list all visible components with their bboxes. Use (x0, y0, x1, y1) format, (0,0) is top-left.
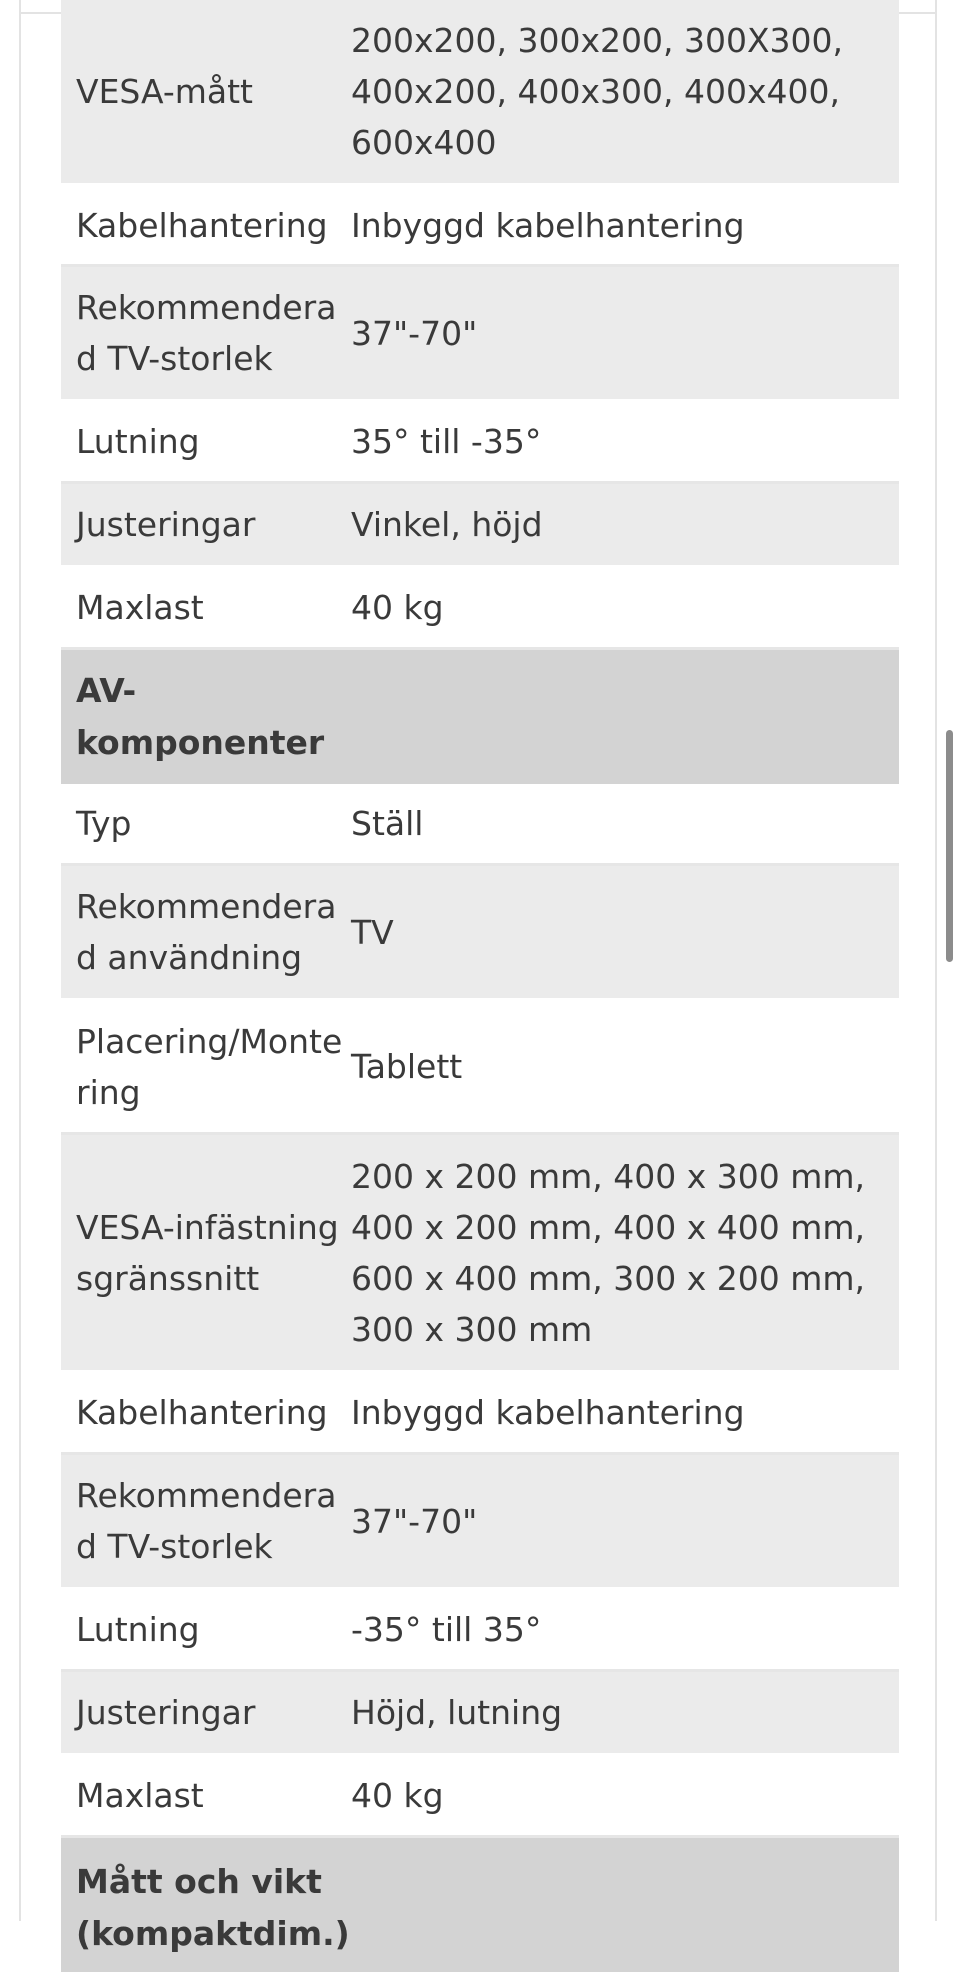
section-header-matt-och-vikt (61, 1838, 899, 1972)
spec-label: Lutning (76, 422, 200, 461)
spec-row-lutning (61, 402, 899, 484)
spec-label: Justeringar (76, 505, 256, 544)
spec-value: Inbyggd kabelhantering (351, 205, 745, 245)
spec-label: Rekommenderad användning (76, 887, 337, 977)
spec-row-lutning-2 (61, 1590, 899, 1672)
spec-label: Kabelhantering (76, 205, 328, 245)
spec-row-kabelhantering-2 (61, 1373, 899, 1455)
spec-label: Lutning (76, 1610, 200, 1649)
spec-label: Rekommenderad TV-storlek (76, 288, 337, 378)
spec-value: 35° till -35° (351, 422, 542, 461)
spec-row-maxlast (61, 568, 899, 650)
spec-value: 37"-70" (351, 313, 478, 353)
scrollbar-thumb[interactable] (946, 730, 953, 962)
spec-value: 40 kg (351, 1776, 444, 1815)
spec-row-vesa-matt (61, 0, 899, 186)
spec-row-placering-montering (61, 1001, 899, 1135)
spec-row-rekommenderad-tv-storlek (61, 267, 899, 402)
spec-value: -35° till 35° (351, 1610, 542, 1649)
spec-label: Rekommenderad TV-storlek (76, 1476, 337, 1566)
spec-row-justeringar (61, 484, 899, 568)
spec-label: Justeringar (76, 1693, 256, 1732)
spec-value: Ställ (351, 804, 424, 843)
spec-value: Tablett (351, 1047, 463, 1086)
spec-row-typ (61, 784, 899, 866)
spec-row-rekommenderad-tv-storlek-2 (61, 1455, 899, 1590)
section-title: AV-komponenter (76, 671, 325, 762)
spec-label: Placering/Montering (76, 1021, 343, 1112)
spec-row-justeringar-2 (61, 1672, 899, 1756)
spec-label: Typ (76, 804, 132, 843)
spec-value: Inbyggd kabelhantering (351, 1393, 745, 1432)
spec-row-rekommenderad-anvandning (61, 866, 899, 1001)
spec-value: TV (351, 912, 394, 952)
spec-value: 37"-70" (351, 1501, 478, 1541)
spec-row-kabelhantering (61, 186, 899, 267)
spec-label: Maxlast (76, 1776, 204, 1815)
spec-row-vesa-infastningsgranssnitt (61, 1135, 899, 1373)
spec-value: Vinkel, höjd (351, 505, 543, 544)
spec-label: Maxlast (76, 588, 204, 627)
spec-value: 200x200, 300x200, 300X300, 400x200, 400x300, 400x400, 600x400 (351, 21, 844, 162)
spec-value: Höjd, lutning (351, 1693, 563, 1732)
spec-value: 200 x 200 mm, 400 x 300 mm, 400 x 200 mm, 400 x 400 mm, 600 x 400 mm, 300 x 200 mm, 300 x 300 mm (351, 1156, 865, 1349)
spec-value: 40 kg (351, 588, 444, 627)
content-frame-left-border (19, 0, 21, 1921)
content-frame-right-border (935, 0, 937, 1921)
section-title: Mått och vikt (kompaktdim.) (76, 1862, 350, 1953)
spec-label: Kabelhantering (76, 1393, 328, 1432)
spec-label: VESA-mått (76, 72, 253, 111)
spec-label: VESA-infästningsgränssnitt (76, 1207, 339, 1298)
spec-row-maxlast-2 (61, 1756, 899, 1838)
section-header-av-komponenter (61, 650, 899, 784)
spec-table (61, 0, 899, 1972)
